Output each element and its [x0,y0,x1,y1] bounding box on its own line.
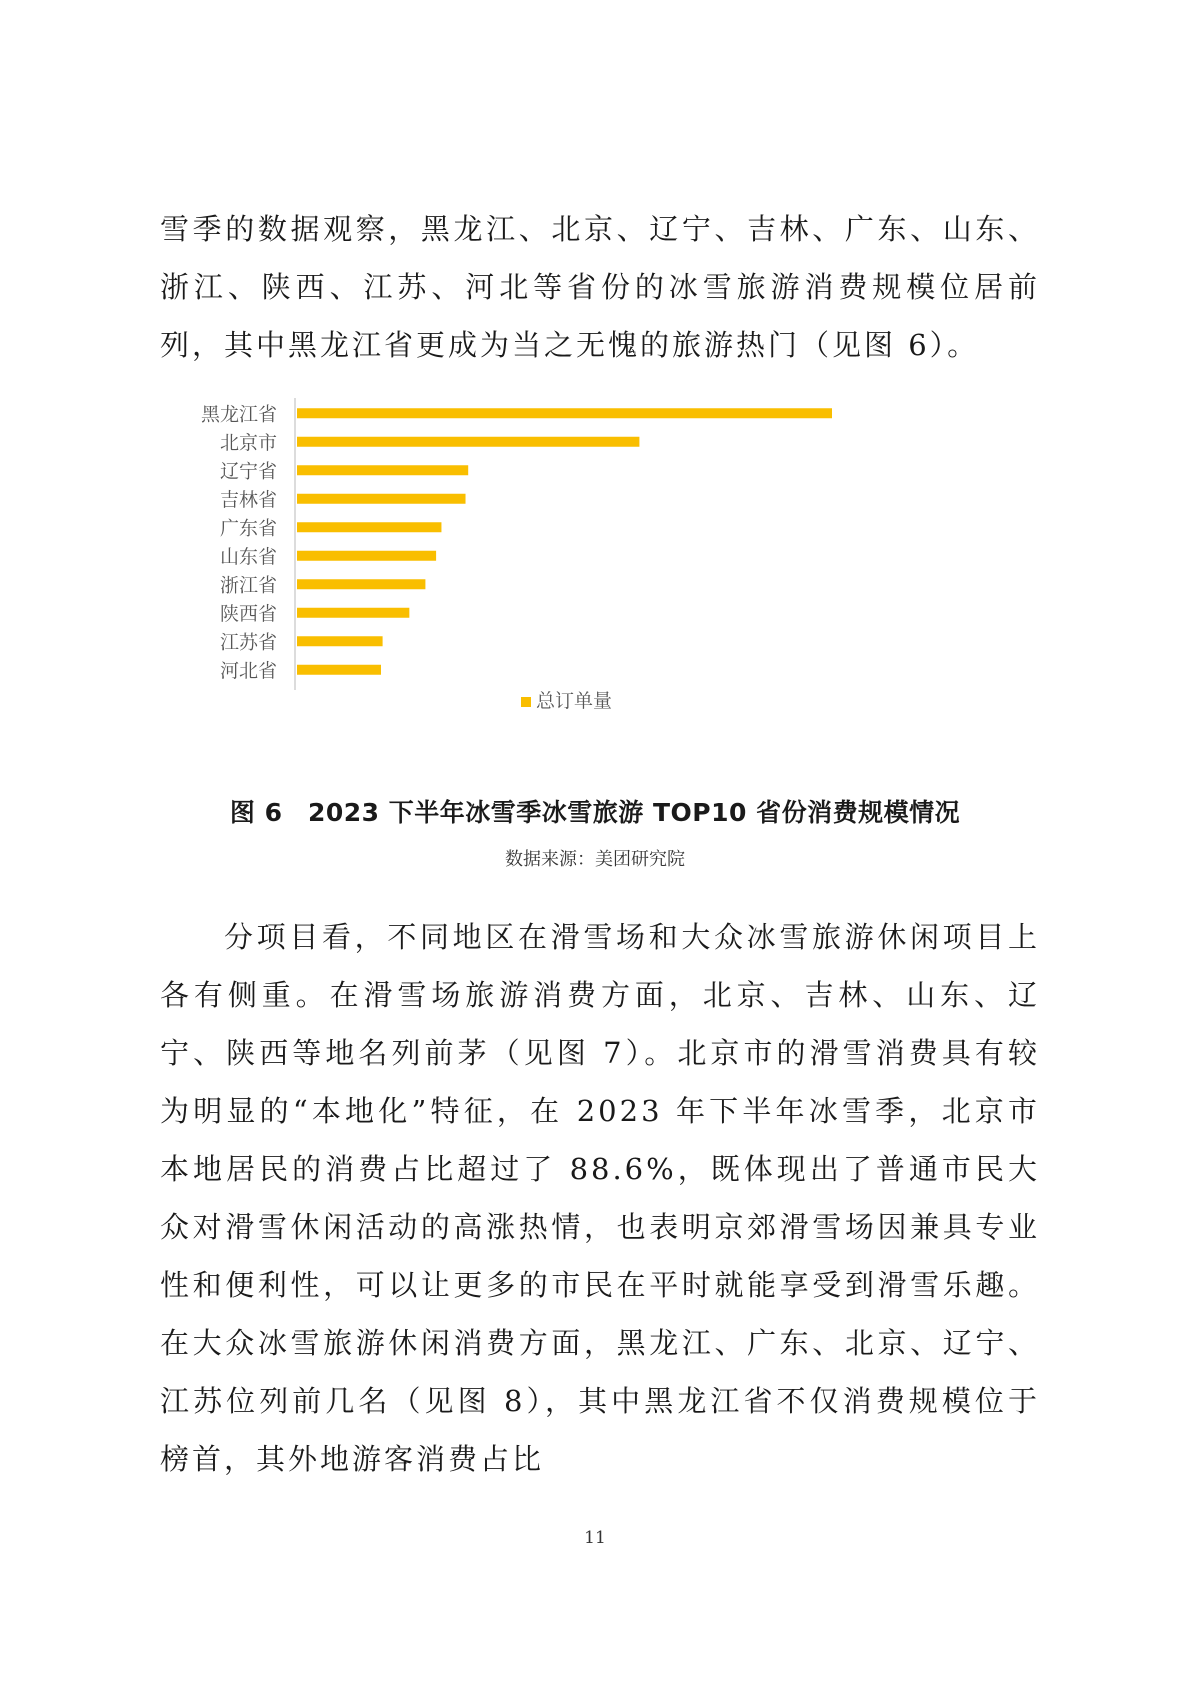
bar [297,579,425,589]
bar [297,522,441,532]
paragraph-analysis: 分项目看，不同地区在滑雪场和大众冰雪旅游休闲项目上各有侧重。在滑雪场旅游消费方面，北京、吉林、山东、辽宁、陕西等地名列前茅（见图 7）。北京市的滑雪消费具有较为明显的“本地化”特征，在 2023 年下半年冰雪季，北京市本地居民的消费占比超过了 88.6%，既体现出了普通市民大众对滑雪休闲活动的高涨热情，也表明京郊滑雪场因兼具专业性和便利性，可以让更多的市民在平时就能享受到滑雪乐趣。在大众冰雪旅游休闲消费方面，黑龙江、广东、北京、辽宁、江苏位列前几名（见图 8），其中黑龙江省不仅消费规模位于榜首，其外地游客消费占比 [160,920,1040,1476]
bar [297,665,381,675]
category-label: 河北省 [219,659,277,682]
category-label: 北京市 [219,431,277,454]
bar [297,494,466,504]
paragraph-intro: 雪季的数据观察，黑龙江、北京、辽宁、吉林、广东、山东、浙江、陕西、江苏、河北等省份的冰雪旅游消费规模位居前列，其中黑龙江省更成为当之无愧的旅游热门（见图 6）。 [160,212,1040,362]
category-labels [201,403,277,682]
bar [297,636,383,646]
category-label: 江苏省 [219,631,277,654]
bar [297,551,436,561]
bars [297,408,832,675]
bar [297,408,832,418]
bar [297,437,639,447]
bar-chart [180,398,880,738]
page-number: 11 [584,1528,606,1548]
category-label: 吉林省 [219,488,277,511]
category-label: 黑龙江省 [200,403,277,426]
legend-label: 总订单量 [536,690,613,712]
category-label: 辽宁省 [219,460,277,483]
category-label: 浙江省 [219,574,277,597]
bar [297,465,468,475]
category-label: 广东省 [219,517,277,540]
bar [297,608,409,618]
figure-caption: 图 6 2023 下半年冰雪季冰雪旅游 TOP10 省份消费规模情况 [229,798,961,827]
category-label: 陕西省 [219,602,277,625]
category-label: 山东省 [219,545,277,568]
figure-source: 数据来源：美团研究院 [505,849,685,870]
legend-swatch [521,697,531,707]
legend [521,690,612,712]
